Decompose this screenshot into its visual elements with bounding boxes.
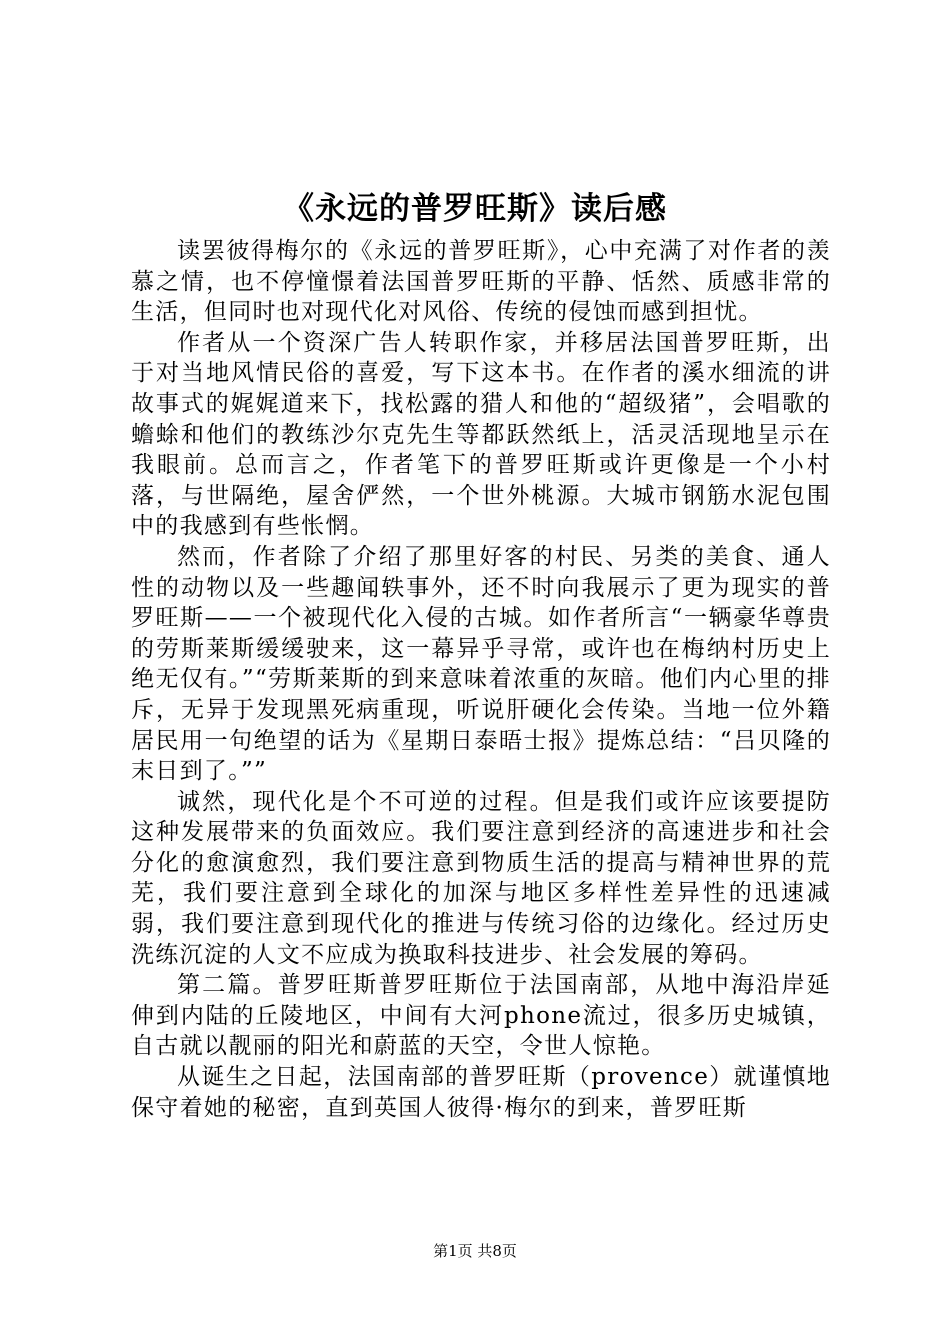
paragraph: 读罢彼得梅尔的《永远的普罗旺斯》，心中充满了对作者的羡慕之情，也不停憧憬着法国普罗旺斯的平静、恬然、质感非常的生活，但同时也对现代化对风俗、传统的侵蚀而感到担忧。: [131, 238, 831, 326]
paragraph: 诚然，现代化是个不可逆的过程。但是我们或许应该要提防这种发展带来的负面效应。我们要注意到经济的高速进步和社会分化的愈演愈烈，我们要注意到物质生活的提高与精神世界的荒芜，我们要注意到全球化的加深与地区多样性差异性的迅速减弱，我们要注意到现代化的推进与传统习俗的边缘化。经过历史洗练沉淀的人文不应成为换取科技进步、社会发展的筹码。: [131, 788, 831, 968]
paragraph: 第二篇。普罗旺斯普罗旺斯位于法国南部，从地中海沿岸延伸到内陆的丘陵地区，中间有大河phone流过，很多历史城镇，自古就以靓丽的阳光和蔚蓝的天空，令世人惊艳。: [131, 972, 831, 1060]
document-body: [131, 236, 831, 1123]
paragraph: 从诞生之日起，法国南部的普罗旺斯（provence）就谨慎地保守着她的秘密，直到英国人彼得·梅尔的到来，普罗旺斯: [131, 1064, 831, 1121]
document-title: 《永远的普罗旺斯》读后感: [283, 191, 667, 227]
paragraph: 然而，作者除了介绍了那里好客的村民、另类的美食、通人性的动物以及一些趣闻轶事外，还不时向我展示了更为现实的普罗旺斯——一个被现代化入侵的古城。如作者所言“一辆豪华尊贵的劳斯莱斯缓缓驶来，这一幕异乎寻常，或许也在梅纳村历史上绝无仅有。”“劳斯莱斯的到来意味着浓重的灰暗。他们内心里的排斥，无异于发现黑死病重现，听说肝硬化会传染。当地一位外籍居民用一句绝望的话为《星期日泰晤士报》提炼总结：“吕贝隆的末日到了。””: [131, 543, 831, 785]
page-number-footer: 第1页 共8页: [433, 1242, 517, 1260]
paragraph: 作者从一个资深广告人转职作家，并移居法国普罗旺斯，出于对当地风情民俗的喜爱，写下这本书。在作者的溪水细流的讲故事式的娓娓道来下，找松露的猎人和他的“超级猪”，会唱歌的蟾蜍和他们的教练沙尔克先生等都跃然纸上，活灵活现地呈示在我眼前。总而言之，作者笔下的普罗旺斯或许更像是一个小村落，与世隔绝，屋舍俨然，一个世外桃源。大城市钢筋水泥包围中的我感到有些怅惘。: [131, 329, 831, 540]
